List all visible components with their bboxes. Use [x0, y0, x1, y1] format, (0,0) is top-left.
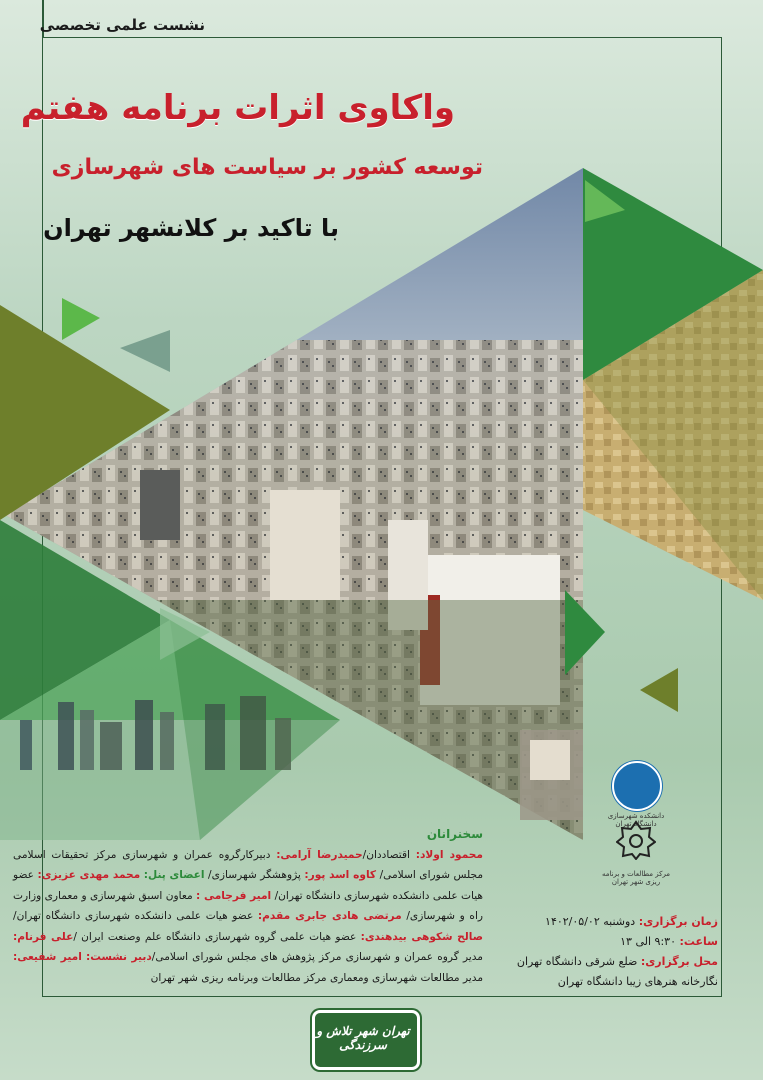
speaker-name: امیر فرجامی : [196, 889, 272, 902]
time-value: ۹:۳۰ الی ۱۳ [620, 935, 680, 948]
speaker-role: معاون اسبق شهرسازی و معماری وزارت راه و شهرسازی/ [13, 889, 484, 922]
speaker-name: محمود اولاد: [415, 848, 483, 861]
speaker-name: علی فرنام: [13, 930, 74, 943]
event-time [508, 932, 718, 952]
speakers-block [13, 824, 483, 988]
speaker-name: صالح شکوهی بیدهندی: [360, 930, 483, 943]
speaker-role: پژوهشگر شهرسازی/ [204, 869, 305, 881]
event-type-label: نشست علمی تخصصی [39, 16, 205, 34]
speakers-list [13, 845, 483, 989]
urban-center-logo-caption: مرکز مطالعات و برنامه ریزی شهر تهران [601, 870, 671, 886]
speakers-heading: سخنرانان [426, 827, 483, 841]
speaker-name: امیر شفیعی: [13, 951, 82, 963]
speaker-name: مرتضی هادی جابری مقدم: [257, 910, 402, 922]
date-label: زمان برگزاری: [638, 915, 718, 928]
speaker-role: دبیرکارگروه عمران و شهرسازی مرکز تحقیقات اسلامی مجلس شورای اسلامی/ [13, 848, 484, 881]
urban-center-logo-icon [616, 820, 656, 860]
panel-label: اعضای پنل: [143, 869, 205, 881]
speaker-role: عضو هیات علمی دانشکده شهرسازی دانشگاه تهران/ [13, 910, 258, 922]
tehran-slogan-text: تهران شهر تلاش و سرزندگی [316, 1024, 410, 1052]
speaker-role: عضو هیات علمی گروه شهرسازی دانشگاه علم وصنعت ایران / [73, 930, 361, 943]
poster-subtitle-emphasis: با تاکید بر کلانشهر تهران [43, 214, 339, 242]
speaker-name: حمیدرضا آرامی: [276, 848, 363, 861]
moderator-label: دبیر نشست: [86, 951, 152, 963]
place-label: محل برگزاری: [640, 955, 718, 968]
speaker-name: محمد مهدی عزیزی: [37, 869, 141, 881]
speaker-role: مدیر گروه عمران و شهرسازی مرکز پژوهش های مجلس شورای اسلامی/ [151, 951, 483, 963]
university-logo-caption: دانشکده شهرسازی دانشگاه تهران [607, 812, 665, 828]
poster-subtitle: توسعه کشور بر سیاست های شهرسازی [51, 155, 483, 180]
speaker-role: مدیر مطالعات شهرسازی ومعماری مرکز مطالعات وبرنامه ریزی شهر تهران [150, 971, 483, 984]
event-details [508, 912, 718, 992]
date-value: دوشنبه ۱۴۰۲/۰۵/۰۲ [545, 915, 639, 928]
accent-triangle [62, 298, 100, 340]
speaker-role: اقتصاددان/ [362, 848, 416, 861]
time-label: ساعت: [679, 935, 718, 948]
event-place [508, 952, 718, 992]
event-date [508, 912, 718, 932]
university-logo-icon [612, 761, 662, 811]
place-value: ضلع شرقی دانشگاه تهران نگارخانه هنرهای زیبا دانشگاه تهران [516, 955, 718, 988]
speaker-name: کاوه اسد پور: [304, 869, 377, 881]
speaker-role: عضو هیات علمی دانشکده شهرسازی دانشگاه تهران/ [13, 869, 483, 902]
poster-title: واکاوی اثرات برنامه هفتم [20, 88, 455, 128]
